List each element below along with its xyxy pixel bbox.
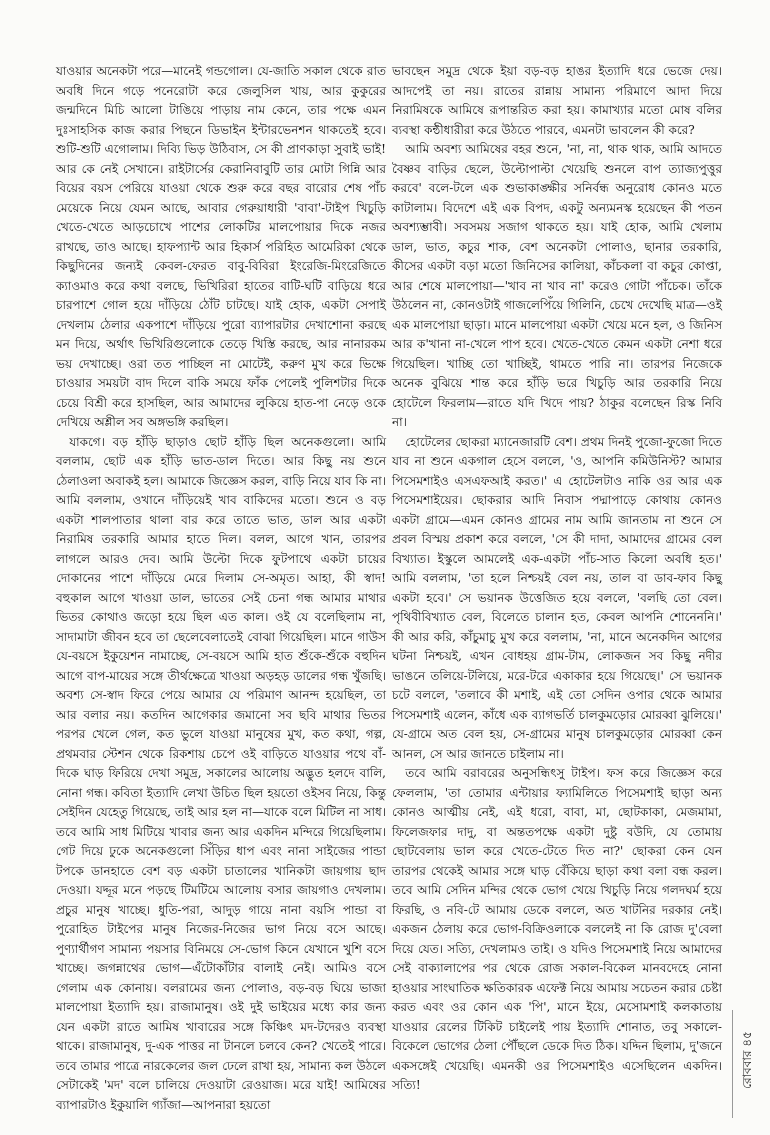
page-number-label: রোববার ৪৫ xyxy=(740,1031,754,1089)
paragraph: আমি অবশ্য আমিষের বহর শুনে, 'না, না, থাক থাক, আমি আদতে বৈষ্ণব বাড়ির ছেলে, উল্টোপাল্টা খেয়েছি শুনলে বাপ ত্যাজ্যপুত্তুর করবে' বলে-টলে এক শুভাকাঙ্ক্ষীর সনির্বন্ধ অনুরোধ কোনও মতে কাটালাম। বিদেশে এই এক বিপদ, একটু অন্যমনস্ক হয়েছেন কী পতন অবশ্যম্ভাবী। সবসময় সজাগ থাকতে হয়। যাই হোক, আমি খেলাম ডাল, ভাত, কচুর শাক, বেশ অনেকটা পোলাও, ছানার তরকারি, কীসের একটা বড়া মতো জিনিসের কালিয়া, কাঁচকলা বা কচুর কোপ্তা, আর শেষে মালপোয়া—'খাব না খাব না' করেও গোটা পাঁচেক। তাঁকে উঠলেন না, কোনওটাই গাজলেপিঁয়ে গিলিনি, চেখে দেখেছি মাত্র—ওই এক মালপোয়া ছাড়া। মানে মালপোয়া একটা খেয়ে মনে হল, ও জিনিস আর ক'খানা না-খেলে পাপ হবে। খেতে-খেতে কেমন একটা নেশা ধরে গিয়েছিল। খাচ্ছি তো খাচ্ছিই, থামতে পারি না। তারপর নিজেকে অনেক বুঝিয়ে শান্ত করে হাঁড়ি ভরে খিচুড়ি আর তরকারি নিয়ে হোটেলে ফিরলাম—রাতে যদি খিদে পায়? ঠাকুর বলেছেন রিস্ক নিবি না। xyxy=(392,142,722,429)
page-footer xyxy=(738,1010,754,1120)
paragraph: হোটেলের ছোকরা ম্যানেজারটি বেশ। প্রথম দিনই পুজো-ফুজো দিতে যাব না শুনে একগাল হেসে বললে, 'ও, আপনি কমিউনিস্ট? আমার পিসেমশাইও এসএফআই করত।' এ হোটেলটাও নাকি ওর আর এক পিসেমশাইয়ের। ছোকরার আদি নিবাস পদ্মাপাড়ে কোথায় কোনও একটা গ্রামে—এমন কোনও গ্রামের নাম আমি জানতাম না শুনে সে প্রবল বিস্ময় প্রকাশ করে বললে, 'সে কী দাদা, আমাদের গ্রামের বেল বিখ্যাত। ইস্কুলে আমলেই এক-একটা পাঁচ-সাত কিলো অবধি হত।' আমি বললাম, 'তা হলে নিশ্চয়ই বেল নয়, তাল বা ডাব-ফাব কিছু একটা হবে।' সে ভয়ানক উত্তেজিত হয়ে বললে, 'বলছি তো বেল। পৃথিবীবিখ্যাত বেল, বিলেতে চালান হত, কেবল আপনি শোনেননি।' কী আর করি, কাঁচুমাচু মুখ করে বললাম, 'না, মানে অনেকদিন আগের ঘটনা নিশ্চয়ই, এখন বোধহয় গ্রাম-টাম, লোকজন সব কিছু নদীর ভাঙনে তলিয়ে-টলিয়ে, মরে-টরে একাকার হয়ে গিয়েছে।' সে ভয়ানক চটে বললে, 'তলাবে কী মশাই, এই তো সেদিন ওপার থেকে আমার পিসেমশাই এলেন, কাঁধে এক ব্যাগভর্তি চালকুমড়োর মোরব্বা ঝুলিয়ে।' যে-গ্রামে অত বেল হয়, সে-গ্রামের মানুষ চালকুমড়োর মোরব্বা কেন আনল, সে আর জানতে চাইলাম না। xyxy=(392,434,722,761)
footer-divider xyxy=(732,1010,733,1118)
left-column xyxy=(56,62,386,1115)
paragraph: তবে আমি বরাবরের অনুসন্ধিৎসু টাইপ। ফস করে জিজ্ঞেস করে ফেললাম, 'তা তোমার এন্টায়ার ফ্যামিলিতে পিসেমশাই ছাড়া অন্য কোনও আত্মীয় নেই, এই ধরো, বাবা, মা, ছোটকাকা, মেজমামা, ফিলেজফার দাদু, বা অন্ততপক্ষে একটা দুষ্টু বউদি, যে তোমায় ছোটবেলায় ভাল করে খেতে-টেতে দিত না?' ছোকরা কেন যেন তারপর থেকেই আমার সঙ্গে ঘাড় বেঁকিয়ে ছাড়া কথা বলা বন্ধ করল। তবে আমি সেদিন মন্দির থেকে ভোগ খেয়ে খিচুড়ি নিয়ে গলদঘর্ম হয়ে ফিরছি, ও নবি-টে আমায় ডেকে বললে, অত খাটনির দরকার নেই। একজন ঠেলায় করে ভোগ-বিক্রিওলাকে বললেই না কি রোজ দু'বেলা দিয়ে যেত। সত্যি, দেখলামও তাই। ও যদিও পিসেমশাই নিয়ে আমাদের সেই বাক্যালাপের পর থেকে রোজ সকাল-বিকেল মানবদেহে নোনা হাওয়ার সাংঘাতিক ক্ষতিকারক এফেক্ট নিয়ে আমায় সচেতন করার চেষ্টা করত এবং ওর কোন এক 'পি', মানে ইয়ে, মেসোমশাই কলকাতায় যাওয়ার রেলের টিকিট চাইলেই পায় ইত্যাদি শোনাত, তবু সকালে-বিকেলে ভোগের ঠেলা পৌঁছলে ডেকে দিত ঠিক। যদ্দিন ছিলাম, দু'জনে একসঙ্গেই খেয়েছি। এমনকী ওর পিসেমশাইও এসেছিলেন একদিন। সত্যি! xyxy=(392,766,722,1092)
right-column xyxy=(392,62,722,1096)
paragraph: যাকগে। বড় হাঁড়ি ছাড়াও ছোট হাঁড়ি ছিল অনেকগুলো। আমি বললাম, ছোট এক হাঁড়ি ভাত-ডাল দিতে। আর কিছু নয় শুনে ঠেলাওলা অবাকই হল। আমাকে জিজ্ঞেস করল, বাড়ি নিয়ে যাব কি না। আমি বললাম, ওখানে দাঁড়িয়েই খাব বাকিদের মতো। শুনে ও বড় একটা শালপাতার থালা বার করে তাতে ভাত, ডাল আর একটা নিরামিষ তরকারি আমার হাতে দিল। বলল, আগে খান, তারপর লাগলে আরও দেব। আমি উল্টো দিকে ফুটপাথে একটা চায়ের দোকানের পাশে দাঁড়িয়ে মেরে দিলাম সে-অমৃত। আহা, কী স্বাদ! বহুকাল আগে খাওয়া ডাল, ভাতের সেই চেনা গন্ধ আমার মাথার ভিতর কোথাও জড়ো হয়ে ছিল এত কাল। ওই যে বলেছিলাম না, সাদামাটা জীবন হবে তা ছেলেবেলাতেই বোঝা গিয়েছিল। মানে গাউস যে-বয়সে ইকুয়েশন নামাচ্ছে, সে-বয়সে আমি হাত শুঁকে-শুঁকে বহুদিন আগে বাপ-মায়ের সঙ্গে তীর্থক্ষেত্রে খাওয়া অড়হড় ডালের গন্ধ খুঁজছি। অবশ্য সে-স্বাদ ফিরে পেয়ে আমার যে পরিমাণ আনন্দ হয়েছিল, তা আর বলার নয়। কতদিন আগেকার জমানো সব ছবি মাথার ভিতর পরপর খেলে গেল, কত ভুলে যাওয়া মানুষের মুখ, কত কথা, গল্প, প্রথমবার স্টেশন থেকে রিকশায় চেপে ওই বাড়িতে যাওয়ার পথে বাঁ-দিকে ঘাড় ফিরিয়ে দেখা সমুদ্র, সকালের আলোয় অদ্ভুত হলদে বালি, নোনা গন্ধ। কবিতা ইত্যাদি লেখা উচিত ছিল হয়তো ওইসব নিয়ে, কিন্তু সেইদিন যেহেতু গিয়েছে, তাই আর হল না—যাকে বলে মিটিল না সাধ। তবে আমি সাধ মিটিয়ে খাবার জন্য আর একদিন মন্দিরে গিয়েছিলাম। গেট দিয়ে ঢুকে অনেকগুলো সিঁড়ির ধাপ এবং নানা সাইজের পান্ডা টপকে ডানহাতে বেশ বড় একটা চাতালের খানিকটা জায়গায় ছাদ দেওয়া। যদ্দূর মনে পড়ছে টিমটিমে আলোয় বসার জায়গাও দেখলাম। প্রচুর মানুষ খাচ্ছে। ধুতি-পরা, আদুড় গায়ে নানা বয়সি পান্ডা বা পুরোহিত টাইপের মানুষ নিজের-নিজের ভাগ নিয়ে বসে আছে। পুণ্যার্থীগণ সামান্য পয়সার বিনিময়ে সে-ভোগ কিনে যেখানে খুশি বসে খাচ্ছে। জগন্নাথের ভোগ—এঁটোকাঁটার বালাই নেই। আমিও বসে গেলাম এক কোনায়। বলরামের জন্য পোলাও, বড়-বড় ঘিয়ে ভাজা মালপোয়া ইত্যাদি হয়। রাজামানুষ। ওই দুই ভাইয়ের মধ্যে কার জন্য যেন একটা রাতে আমিষ খাবারের সঙ্গে কিঞ্চিৎ মদ-টদেরও ব্যবস্থা থাকে। রাজামানুষ, দু-এক পাত্তর না টানলে চলবে কেন? খেতেই পারে। তবে তামার পাত্রে নারকেলের জল ঢেলে রাখা হয়, সামান্য কল উঠলে সেটাকেই 'মদ' বলে চালিয়ে দেওয়াটা রেওয়াজ। মরে যাই! আমিষের ব্যাপারটাও ইকুয়ালি গ্যাঁজা—আপনারা হয়তো xyxy=(56,434,386,1112)
paragraph: ভাবছেন সমুদ্র থেকে ইয়া বড়-বড় হাঙর ইত্যাদি ধরে ভেজে দেয়। আদপেই তা নয়। রাতের রান্নায় সামান্য পরিমাণে আদা দিয়ে নিরামিষকে আমিষে রূপান্তরিত করা হয়। কামাখ্যার মতো মোষ বলির ব্যবস্থা কন্ঠীধারীরা করে উঠতে পারবে, এমনটা ভাবলেন কী করে? xyxy=(392,64,722,137)
paragraph: যাওয়ার অনেকটা পরে—মানেই গন্ডগোল। যে-জাতি সকাল থেকে রাত অবধি দিনে গড়ে পনেরোটা করে জেলুসিল খায়, আর কুকুরের জন্মদিনে মিচি আলো টাঙিয়ে পাড়ায় নাম কেনে, তার পক্ষে এমন দুঃসাহসিক কাজ করার পিছনে ডিভাইন ইন্টারভেনশন থাকতেই হবে। শুটি-শুটি এগোলাম। দিব্যি ভিড় উঠিবাস, সে কী প্রাণকাড়া সুবাই ভাই! আর কে নেই সেখানে। রাইটার্সের কেরানিবাবুটি তার মোটা গিন্নি আর বিয়ের বয়স পেরিয়ে যাওয়া থেকে শুরু করে বছর বারোর শেষ পাঁচ মেয়েকে নিয়ে যেমন আছে, আবার গেরুয়াধারী 'বাবা'-টাইপ খিচুড়ি খেতে-খেতে আড়চোখে পাশের লোকটির মালপোয়ার দিকে নজর রাখছে, তাও আছে। হাফপ্যান্ট আর হিকার্স পরিহিত আমেরিকা থেকে কিছুদিনের জন্যই কেবল-ফেরত বাবু-বিবিরা ইংরেজি-মিংরেজিতে ক্যাওমাও করে কথা বলছে, ভিখিরিরা হাতের বাটি-ঘটি বাড়িয়ে ধরে চারপাশে গোল হয়ে দাঁড়িয়ে ঠোঁট চাটছে। যাই হোক, একটা সেপাই দেখলাম ঠেলার একপাশে দাঁড়িয়ে পুরো ব্যাপারটার দেখাশোনা করছে মন দিয়ে, অর্থাৎ ভিখিরিগুলোকে তেড়ে খিস্তি করছে, আর নানারকম ভয় দেখাচ্ছে। ওরা তত পাচ্ছিল না মোটেই, করুণ মুখ করে ভিক্ষে চাওয়ার সময়টা বাদ দিলে বাকি সময়ে ফাঁক পেলেই পুলিশটার দিকে চেয়ে বিশ্রী করে হাসছিল, আর আমাদের লুকিয়ে হাত-পা নেড়ে ওকে দেখিয়ে অশ্লীল সব অঙ্গভঙ্গি করছিল। xyxy=(56,64,386,429)
